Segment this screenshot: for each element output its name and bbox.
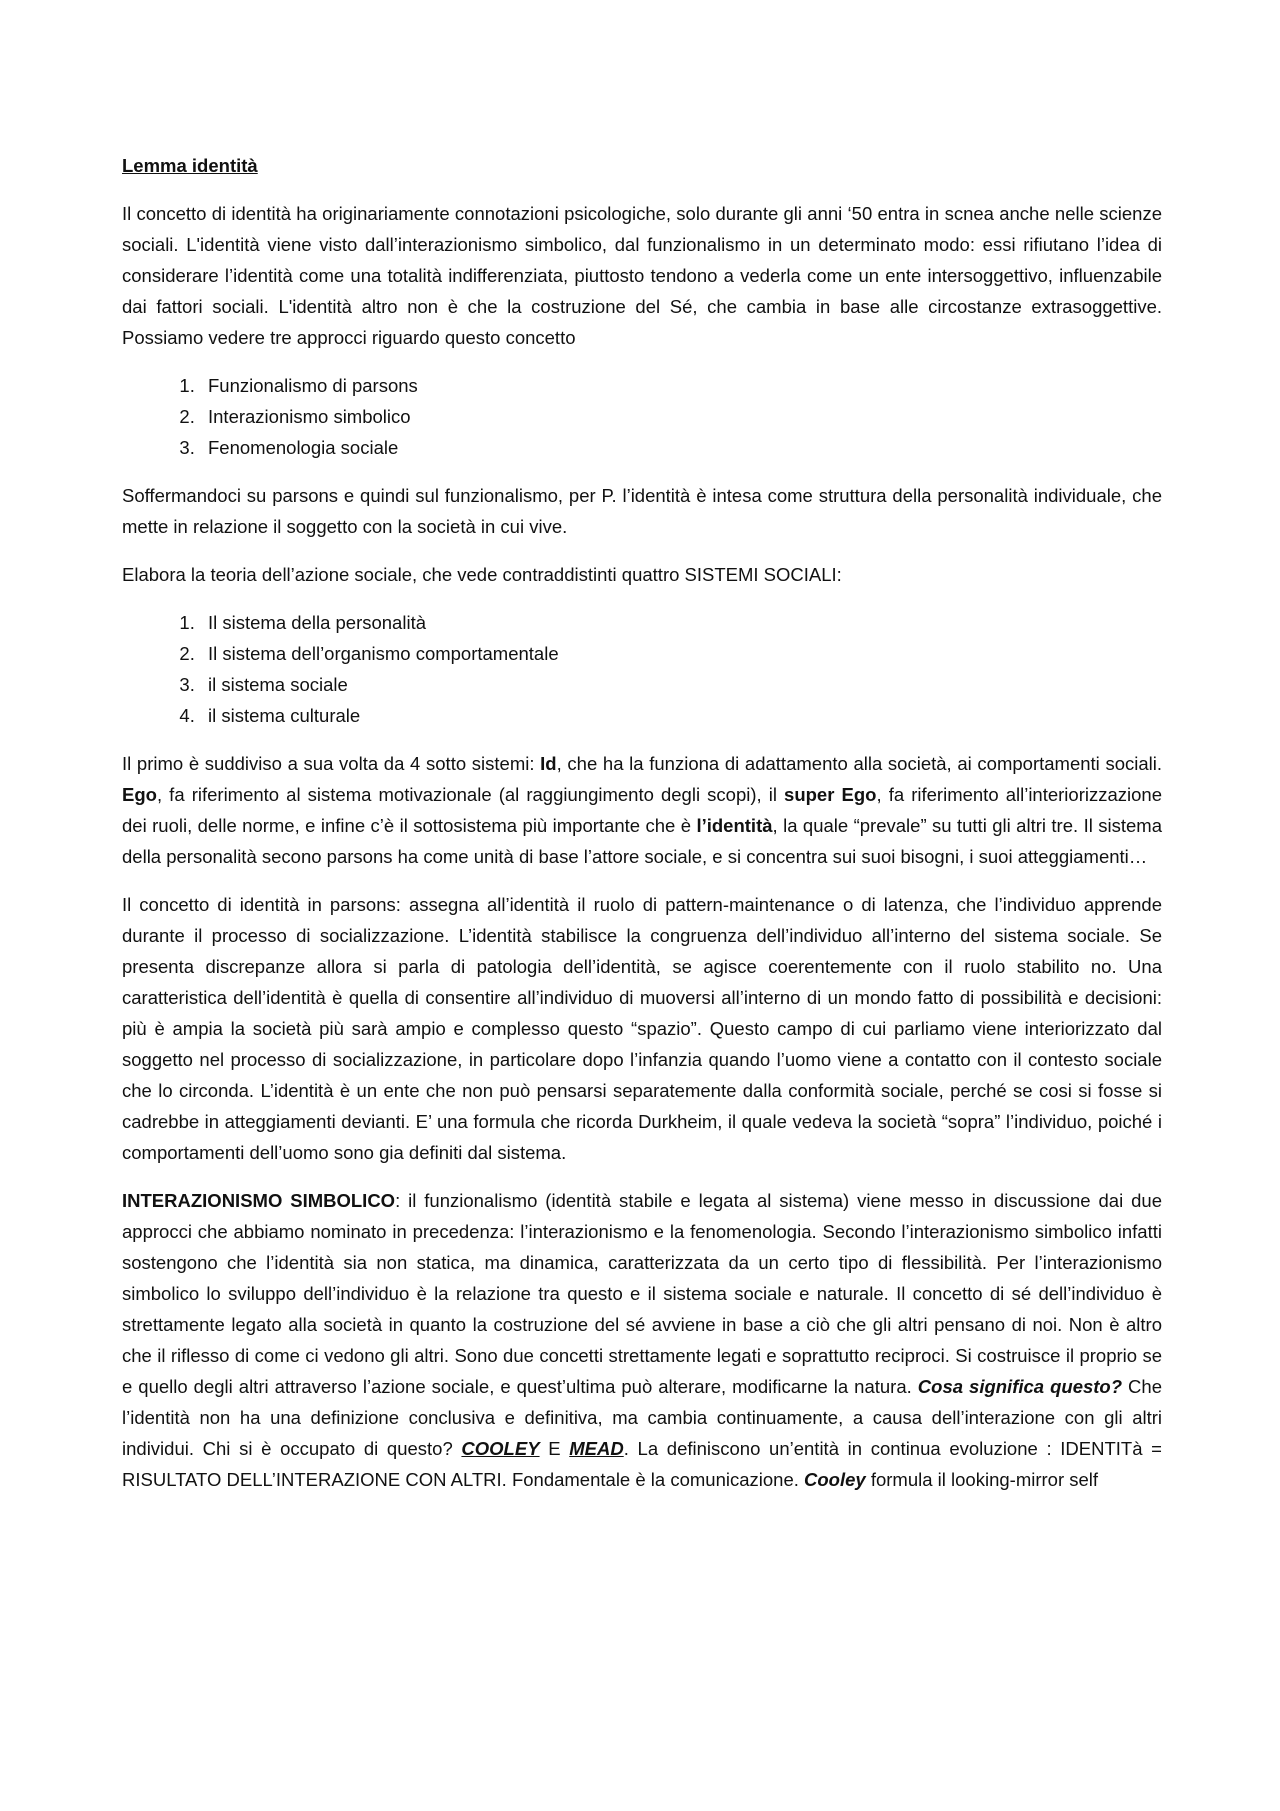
text-run: . La definiscono un’entità in continua evoluzione : IDENTITà = RISULTATO DELL’INTERAZIONE CON ALTRI. Fondamentale è la comunicazione. bbox=[122, 1438, 1162, 1490]
text-run: , la quale “prevale” su tutti gli altri tre. Il sistema della personalità secono parsons ha come unità di base l’attore sociale, e si concentra sui suoi bisogni, i suoi atteggiamenti… bbox=[122, 815, 1162, 867]
text-run: formula il looking-mirror self bbox=[865, 1469, 1099, 1490]
text-run: Elabora la teoria dell’azione sociale, che vede contraddistinti quattro SISTEMI SOCIALI: bbox=[122, 564, 842, 585]
parsons-paragraph bbox=[122, 480, 1162, 542]
text-run: , fa riferimento al sistema motivazionale (al raggiungimento degli scopi), il bbox=[156, 784, 785, 805]
emphasis-text: l’identità bbox=[696, 815, 773, 836]
list-item: 3. il sistema sociale bbox=[200, 669, 1162, 700]
document-title: Lemma identità bbox=[122, 155, 258, 176]
text-run: , che ha la funziona di adattamento alla società, ai comportamenti sociali. bbox=[556, 753, 1162, 774]
list-item: 2. Interazionismo simbolico bbox=[200, 401, 1162, 432]
text-run: Soffermandoci su parsons e quindi sul funzionalismo, per P. l’identità è intesa come struttura della personalità individuale, che mette in relazione il soggetto con la società in cui vive. bbox=[122, 485, 1162, 537]
intro-paragraph bbox=[122, 198, 1162, 353]
emphasis-text: COOLEY bbox=[461, 1438, 540, 1459]
text-run: , fa riferimento all’interiorizzazione dei ruoli, delle norme, e infine c’è il sottosistema più importante che è bbox=[122, 784, 1162, 836]
text-run: : il funzionalismo (identità stabile e legata al sistema) viene messo in discussione dai due approcci che abbiamo nominato in precedenza: l’interazionismo e la fenomenologia. Secondo l’interazionismo simbolico infatti sostengono che l’identità sia non statica, ma dinamica, caratterizzata da un certo tipo di flessibilità. Per l’interazionismo simbolico lo sviluppo dell’individuo è la relazione tra questo e il sistema sociale e naturale. Il concetto di sé dell’individuo è strettamente legato alla società in quanto la costruzione del sé avviene in base a ciò che gli altri pensano di noi. Non è altro che il riflesso di come ci vedono gli altri. Sono due concetti strettamente legati e soprattutto reciproci. Si costruisce il proprio se e quello degli altri attraverso l’azione sociale, e quest’ultima può alterare, modificarne la natura. bbox=[122, 1190, 1162, 1397]
approaches-list bbox=[122, 370, 1162, 463]
text-run: Il primo è suddiviso a sua volta da 4 sotto sistemi: bbox=[122, 753, 541, 774]
emphasis-text: INTERAZIONISMO SIMBOLICO bbox=[122, 1190, 396, 1211]
symbolic-interactionism-paragraph bbox=[122, 1185, 1162, 1495]
emphasis-text: Id bbox=[540, 753, 557, 774]
emphasis-text: Cooley bbox=[804, 1469, 866, 1490]
list-item: 3. Fenomenologia sociale bbox=[200, 432, 1162, 463]
social-action-paragraph bbox=[122, 559, 1162, 590]
document-body bbox=[122, 198, 1162, 1495]
social-systems-list bbox=[122, 607, 1162, 731]
parsons-identity-paragraph bbox=[122, 889, 1162, 1168]
emphasis-text: MEAD bbox=[569, 1438, 624, 1459]
subsystems-paragraph bbox=[122, 748, 1162, 872]
list-item: 1. Il sistema della personalità bbox=[200, 607, 1162, 638]
list-item: 4. il sistema culturale bbox=[200, 700, 1162, 731]
list-item: 2. Il sistema dell’organismo comportamentale bbox=[200, 638, 1162, 669]
text-run: Il concetto di identità in parsons: assegna all’identità il ruolo di pattern-maintenance o di latenza, che l’individuo apprende durante il processo di socializzazione. L’identità stabilisce la congruenza dell’individuo all’interno del sistema sociale. Se presenta discrepanze allora si parla di patologia dell’identità, se agisce coerentemente con il ruolo stabilito no. Una caratteristica dell’identità è quella di consentire all’individuo di muoversi all’interno di un mondo fatto di possibilità e decisioni: più è ampia la società più sarà ampio e complesso questo “spazio”. Questo campo di cui parliamo viene interiorizzato dal soggetto nel processo di socializzazione, in particolare dopo l’infanzia quando l’uomo viene a contatto con il contesto sociale che lo circonda. L’identità è un ente che non può pensarsi separatemente dalla conformità sociale, perché se cosi si fosse si cadrebbe in atteggiamenti devianti. E’ una formula che ricorda Durkheim, il quale vedeva la società “sopra” l’individuo, poiché i comportamenti dell’uomo sono gia definiti dal sistema. bbox=[122, 894, 1162, 1163]
text-run: E bbox=[539, 1438, 570, 1459]
emphasis-text: super Ego bbox=[784, 784, 877, 805]
text-run: Il concetto di identità ha originariamente connotazioni psicologiche, solo durante gli anni ‘50 entra in scnea anche nelle scienze sociali. L'identità viene visto dall’interazionismo simbolico, dal funzionalismo in un determinato modo: essi rifiutano l’idea di considerare l’identità come una totalità indifferenziata, piuttosto tendono a vederla come un ente intersoggettivo, influenzabile dai fattori sociali. L'identità altro non è che la costruzione del Sé, che cambia in base alle circostanze extrasoggettive. Possiamo vedere tre approcci riguardo questo concetto bbox=[122, 203, 1162, 348]
list-item: 1. Funzionalismo di parsons bbox=[200, 370, 1162, 401]
emphasis-text: Cosa significa questo? bbox=[917, 1376, 1123, 1397]
emphasis-text: Ego bbox=[122, 784, 157, 805]
text-run: Che l’identità non ha una definizione conclusiva e definitiva, ma cambia continuamente, a causa dell’interazione con gli altri individui. Chi si è occupato di questo? bbox=[122, 1376, 1162, 1459]
